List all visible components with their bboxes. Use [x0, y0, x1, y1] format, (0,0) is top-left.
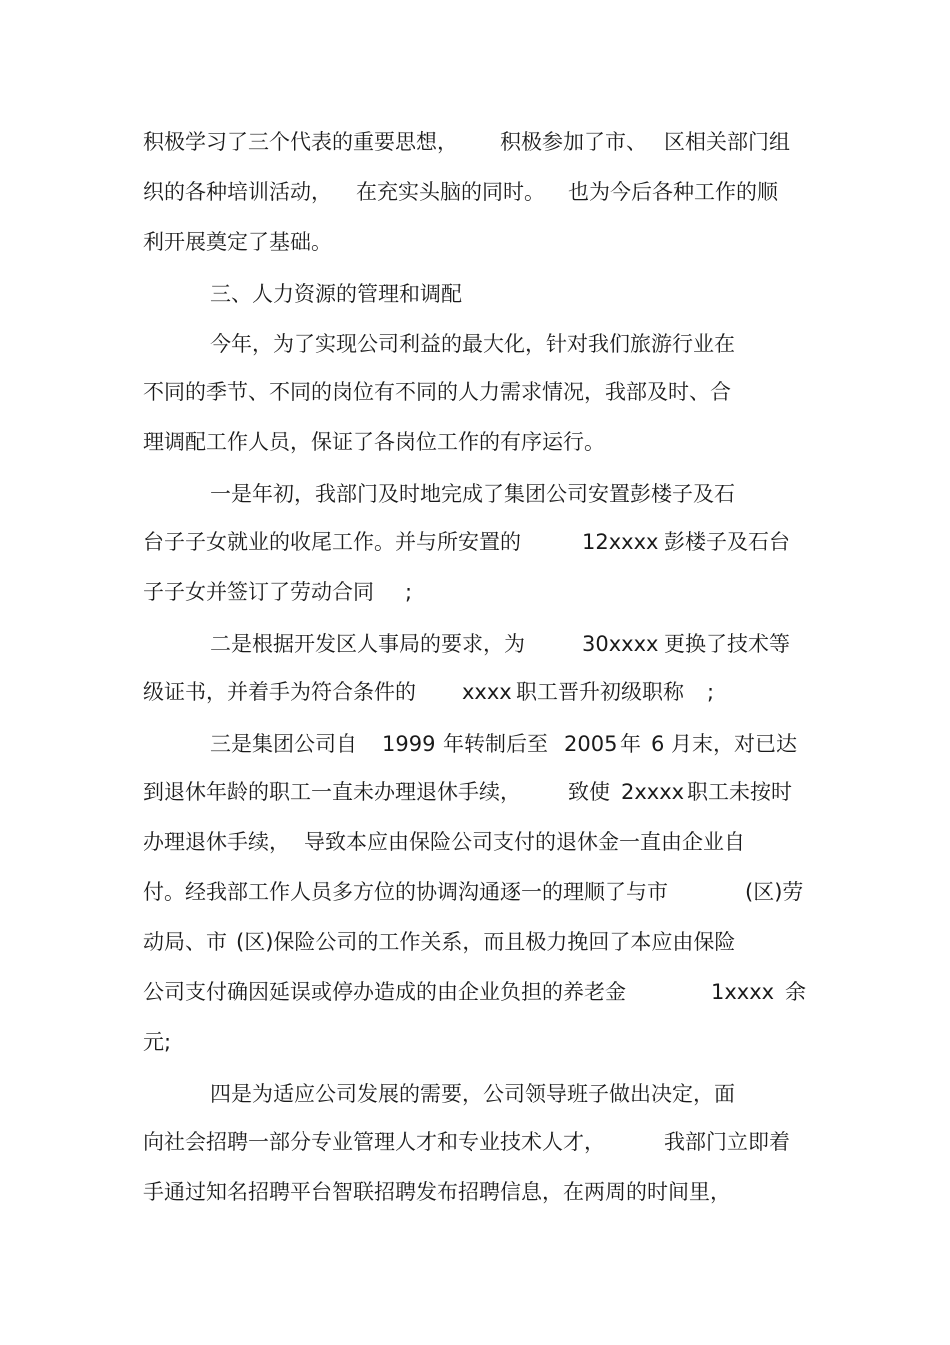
- text-segment: (区)劳: [745, 880, 804, 904]
- text-line: [0, 527, 790, 557]
- text-segment: 职工晋升初级职称: [516, 680, 684, 704]
- text-segment: 30xxxx: [582, 632, 659, 656]
- text-segment: 不同的季节、不同的岗位有不同的人力需求情况，我部及时、合: [143, 380, 731, 404]
- text-segment: 彭楼子及石台: [664, 530, 790, 554]
- text-segment: 更换了技术等: [664, 632, 790, 656]
- text-line: [0, 427, 605, 457]
- text-line: [0, 177, 778, 207]
- text-segment: 手通过知名招聘平台智联招聘发布招聘信息，在两周的时间里，: [143, 1180, 731, 1204]
- text-line: [0, 1079, 735, 1109]
- text-segment: 三是集团公司自: [210, 732, 357, 756]
- text-line: [0, 877, 804, 907]
- text-segment: ;: [405, 580, 413, 604]
- text-segment: 职工未按时: [687, 780, 792, 804]
- text-segment: 动局、市: [143, 930, 227, 954]
- text-segment: 元;: [143, 1030, 172, 1054]
- text-segment: 子子女并签订了劳动合同: [143, 580, 374, 604]
- text-line: [0, 777, 792, 807]
- text-line: [0, 227, 332, 257]
- text-segment: 级证书，并着手为符合条件的: [143, 680, 416, 704]
- text-segment: 理调配工作人员，保证了各岗位工作的有序运行。: [143, 430, 605, 454]
- text-segment: 致使: [568, 780, 610, 804]
- text-segment: 1999: [382, 732, 436, 756]
- text-segment: 台子子女就业的收尾工作。并与所安置的: [143, 530, 521, 554]
- text-line: [0, 1027, 172, 1057]
- text-segment: 2005: [564, 732, 618, 756]
- text-segment: 年: [620, 732, 641, 756]
- text-segment: 区相关部门组: [664, 130, 790, 154]
- text-segment: 办理退休手续，: [143, 830, 290, 854]
- text-segment: 年转制后至: [443, 732, 548, 756]
- text-segment: 四是为适应公司发展的需要，公司领导班子做出决定，面: [210, 1082, 735, 1106]
- text-segment: 2xxxx: [621, 780, 685, 804]
- text-line: [0, 977, 806, 1007]
- text-line: [0, 329, 735, 359]
- text-segment: 6: [651, 732, 665, 756]
- text-line: [0, 827, 745, 857]
- text-segment: 织的各种培训活动，: [143, 180, 332, 204]
- text-segment: (区)保险公司的工作关系，而且极力挽回了本应由保险: [236, 930, 736, 954]
- text-segment: 我部门立即着: [664, 1130, 790, 1154]
- text-line: [0, 629, 790, 659]
- text-line: [0, 377, 731, 407]
- text-segment: 导致本应由保险公司支付的退休金一直由企业自: [304, 830, 745, 854]
- text-segment: 公司支付确因延误或停办造成的由企业负担的养老金: [143, 980, 626, 1004]
- text-line: [0, 127, 790, 157]
- text-line: [0, 927, 736, 957]
- text-segment: xxxx: [462, 680, 512, 704]
- text-segment: 向社会招聘一部分专业管理人才和专业技术人才，: [143, 1130, 605, 1154]
- text-segment: 余: [785, 980, 806, 1004]
- text-segment: 月末，对已达: [671, 732, 797, 756]
- text-segment: 三、人力资源的管理和调配: [210, 282, 462, 306]
- text-segment: 一是年初，我部门及时地完成了集团公司安置彭楼子及石: [210, 482, 735, 506]
- text-line: [0, 577, 413, 607]
- text-line: [0, 677, 715, 707]
- text-line: [0, 729, 797, 759]
- text-segment: 付。经我部工作人员多方位的协调沟通逐一的理顺了与市: [143, 880, 668, 904]
- text-segment: 1xxxx: [711, 980, 775, 1004]
- text-segment: 积极参加了市、: [500, 130, 647, 154]
- text-line: [0, 1177, 731, 1207]
- text-segment: 到退休年龄的职工一直未办理退休手续，: [143, 780, 521, 804]
- section-heading: [0, 279, 462, 309]
- text-segment: 利开展奠定了基础。: [143, 230, 332, 254]
- text-segment: ;: [707, 680, 715, 704]
- text-line: [0, 479, 735, 509]
- text-segment: 积极学习了三个代表的重要思想，: [143, 130, 458, 154]
- text-segment: 在充实头脑的同时。: [356, 180, 545, 204]
- text-segment: 今年，为了实现公司利益的最大化，针对我们旅游行业在: [210, 332, 735, 356]
- text-segment: 二是根据开发区人事局的要求，为: [210, 632, 525, 656]
- text-segment: 也为今后各种工作的顺: [568, 180, 778, 204]
- text-segment: 12xxxx: [582, 530, 659, 554]
- text-line: [0, 1127, 790, 1157]
